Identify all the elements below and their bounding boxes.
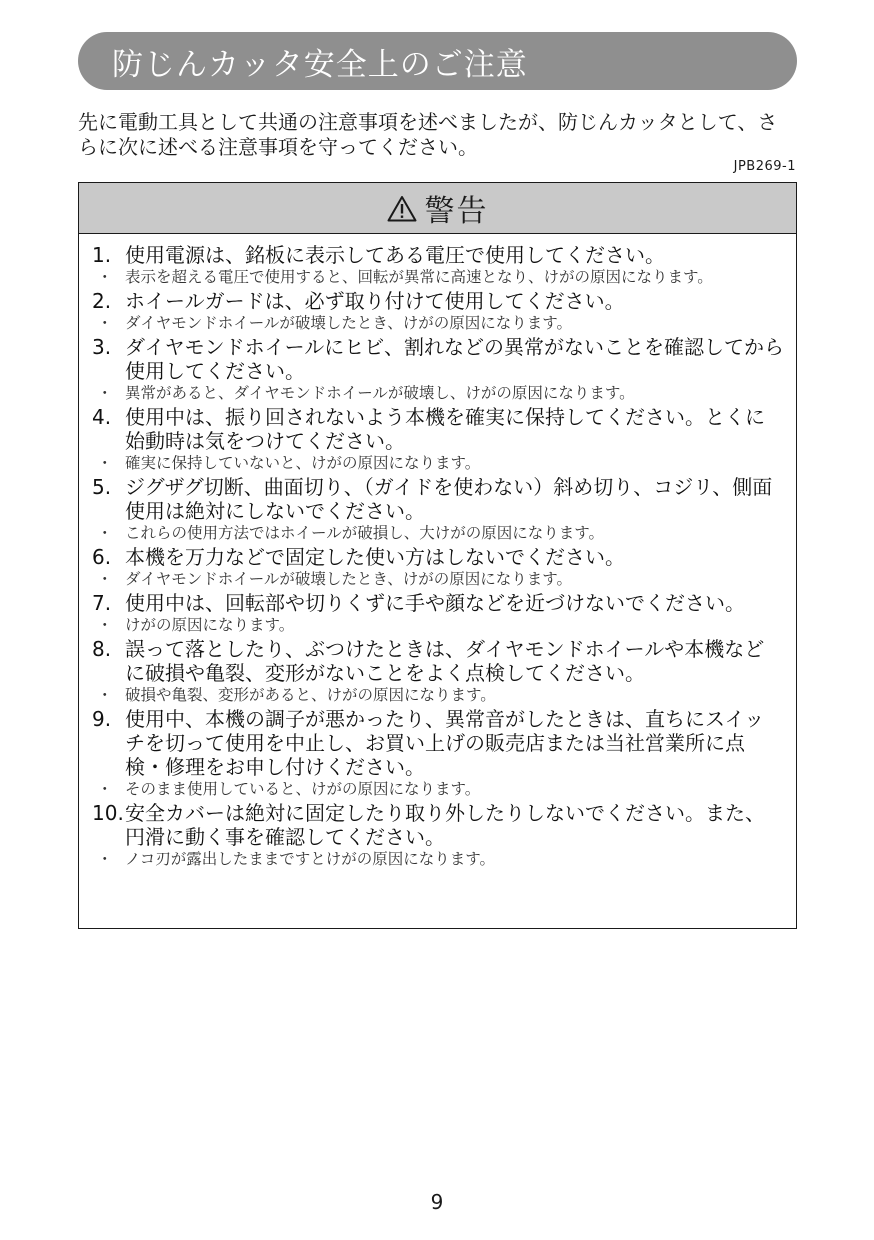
warning-item-note-row <box>79 849 796 870</box>
warning-item-number: 2. <box>92 289 112 313</box>
warning-item-note: 表示を超える電圧で使用すると、回転が異常に高速となり、けがの原因になります。 <box>125 268 713 286</box>
warning-item-number-cell <box>79 707 125 779</box>
bullet-icon: ・ <box>97 384 113 402</box>
warning-item-main <box>79 405 796 453</box>
warning-item-main <box>79 335 796 383</box>
warning-item <box>79 545 796 590</box>
warning-item-note: ダイヤモンドホイールが破壊したとき、けがの原因になります。 <box>125 314 573 332</box>
warning-item-text: 使用中は、回転部や切りくずに手や顔などを近づけないでください。 <box>125 591 745 615</box>
warning-item-text: ホイールガードは、必ず取り付けて使用してください。 <box>125 289 625 313</box>
warning-item-note-row <box>79 615 796 636</box>
bullet-icon: ・ <box>97 314 113 332</box>
warning-item-main <box>79 707 796 779</box>
warning-item-main <box>79 801 796 849</box>
warning-item <box>79 591 796 636</box>
warning-item-number-cell <box>79 545 125 569</box>
warning-item-main <box>79 591 796 615</box>
warning-item <box>79 637 796 706</box>
warning-item <box>79 801 796 870</box>
warning-item-note-row <box>79 569 796 590</box>
warning-item-main <box>79 289 796 313</box>
warning-item-number: 8. <box>92 637 112 661</box>
section-title-bar <box>78 32 797 90</box>
warning-item-note: 異常があると、ダイヤモンドホイールが破壊し、けがの原因になります。 <box>125 384 635 402</box>
warning-item-main <box>79 545 796 569</box>
warning-item-main <box>79 637 796 685</box>
bullet-icon: ・ <box>97 616 113 634</box>
warning-item-number-cell <box>79 335 125 383</box>
bullet-icon: ・ <box>97 686 113 704</box>
warning-item-note: 破損や亀裂、変形があると、けがの原因になります。 <box>125 686 496 704</box>
warning-item-number-cell <box>79 243 125 267</box>
bullet-icon: ・ <box>97 454 113 472</box>
warning-item-text: 使用中は、振り回されないよう本機を確実に保持してください。とくに始動時は気をつけてください。 <box>125 405 765 453</box>
document-code: JPB269-1 <box>733 159 796 174</box>
intro-paragraph: 先に電動工具として共通の注意事項を述べましたが、防じんカッタとして、さらに次に述べる注意事項を守ってください。 <box>78 110 778 159</box>
warning-item-note-row <box>79 383 796 404</box>
warning-box <box>78 182 797 929</box>
warning-list <box>79 234 796 870</box>
warning-triangle-icon <box>387 195 417 222</box>
warning-header <box>79 183 796 234</box>
warning-item-note-row <box>79 685 796 706</box>
warning-item-main <box>79 243 796 267</box>
warning-item <box>79 335 796 404</box>
warning-item-note-row <box>79 313 796 334</box>
warning-item-note: 確実に保持していないと、けがの原因になります。 <box>125 454 481 472</box>
warning-heading: 警告 <box>424 194 489 229</box>
warning-item-number: 10. <box>92 801 124 825</box>
warning-item-number-cell <box>79 405 125 453</box>
warning-item-number: 6. <box>92 545 112 569</box>
warning-item-text: 本機を万力などで固定した使い方はしないでください。 <box>125 545 625 569</box>
bullet-icon: ・ <box>97 570 113 588</box>
warning-item-number-cell <box>79 801 125 849</box>
warning-item <box>79 289 796 334</box>
warning-item-note: これらの使用方法ではホイールが破損し、大けがの原因になります。 <box>125 524 604 542</box>
warning-item-text: ダイヤモンドホイールにヒビ、割れなどの異常がないことを確認してから使用してください。 <box>125 335 784 383</box>
warning-item-number-cell <box>79 637 125 685</box>
bullet-icon: ・ <box>97 850 113 868</box>
warning-item-text: 使用中、本機の調子が悪かったり、異常音がしたときは、直ちにスイッチを切って使用を中止し、お買い上げの販売店または当社営業所に点検・修理をお申し付けください。 <box>125 707 765 779</box>
warning-item-number-cell <box>79 475 125 523</box>
warning-item <box>79 243 796 288</box>
warning-item-text: 安全カバーは絶対に固定したり取り外したりしないでください。また、円滑に動く事を確認してください。 <box>125 801 765 849</box>
warning-item-note: けがの原因になります。 <box>125 616 295 634</box>
warning-item-number: 9. <box>92 707 112 731</box>
warning-item-number: 7. <box>92 591 112 615</box>
warning-item-number: 1. <box>92 243 112 267</box>
warning-item-number: 5. <box>92 475 112 499</box>
bullet-icon: ・ <box>97 268 113 286</box>
warning-item-note: ノコ刃が露出したままですとけがの原因になります。 <box>125 850 495 868</box>
warning-item-main <box>79 475 796 523</box>
warning-item <box>79 707 796 800</box>
warning-item-note: ダイヤモンドホイールが破壊したとき、けがの原因になります。 <box>125 570 573 588</box>
warning-item-number-cell <box>79 289 125 313</box>
warning-item-number-cell <box>79 591 125 615</box>
warning-item-text: ジグザグ切断、曲面切り、（ガイドを使わない）斜め切り、コジリ、側面使用は絶対にしないでください。 <box>125 475 773 523</box>
warning-item <box>79 405 796 474</box>
bullet-icon: ・ <box>97 524 113 542</box>
warning-item-note: そのまま使用していると、けがの原因になります。 <box>125 780 481 798</box>
bullet-icon: ・ <box>97 780 113 798</box>
warning-item-note-row <box>79 267 796 288</box>
warning-item-note-row <box>79 523 796 544</box>
warning-item-text: 使用電源は、銘板に表示してある電圧で使用してください。 <box>125 243 665 267</box>
warning-item <box>79 475 796 544</box>
section-title: 防じんカッタ安全上のご注意 <box>112 46 528 83</box>
warning-item-text: 誤って落としたり、ぶつけたときは、ダイヤモンドホイールや本機などに破損や亀裂、変形がないことをよく点検してください。 <box>125 637 765 685</box>
warning-item-note-row <box>79 453 796 474</box>
page-number: 9 <box>430 1190 444 1214</box>
warning-item-number: 3. <box>92 335 112 359</box>
warning-item-number: 4. <box>92 405 112 429</box>
warning-item-note-row <box>79 779 796 800</box>
